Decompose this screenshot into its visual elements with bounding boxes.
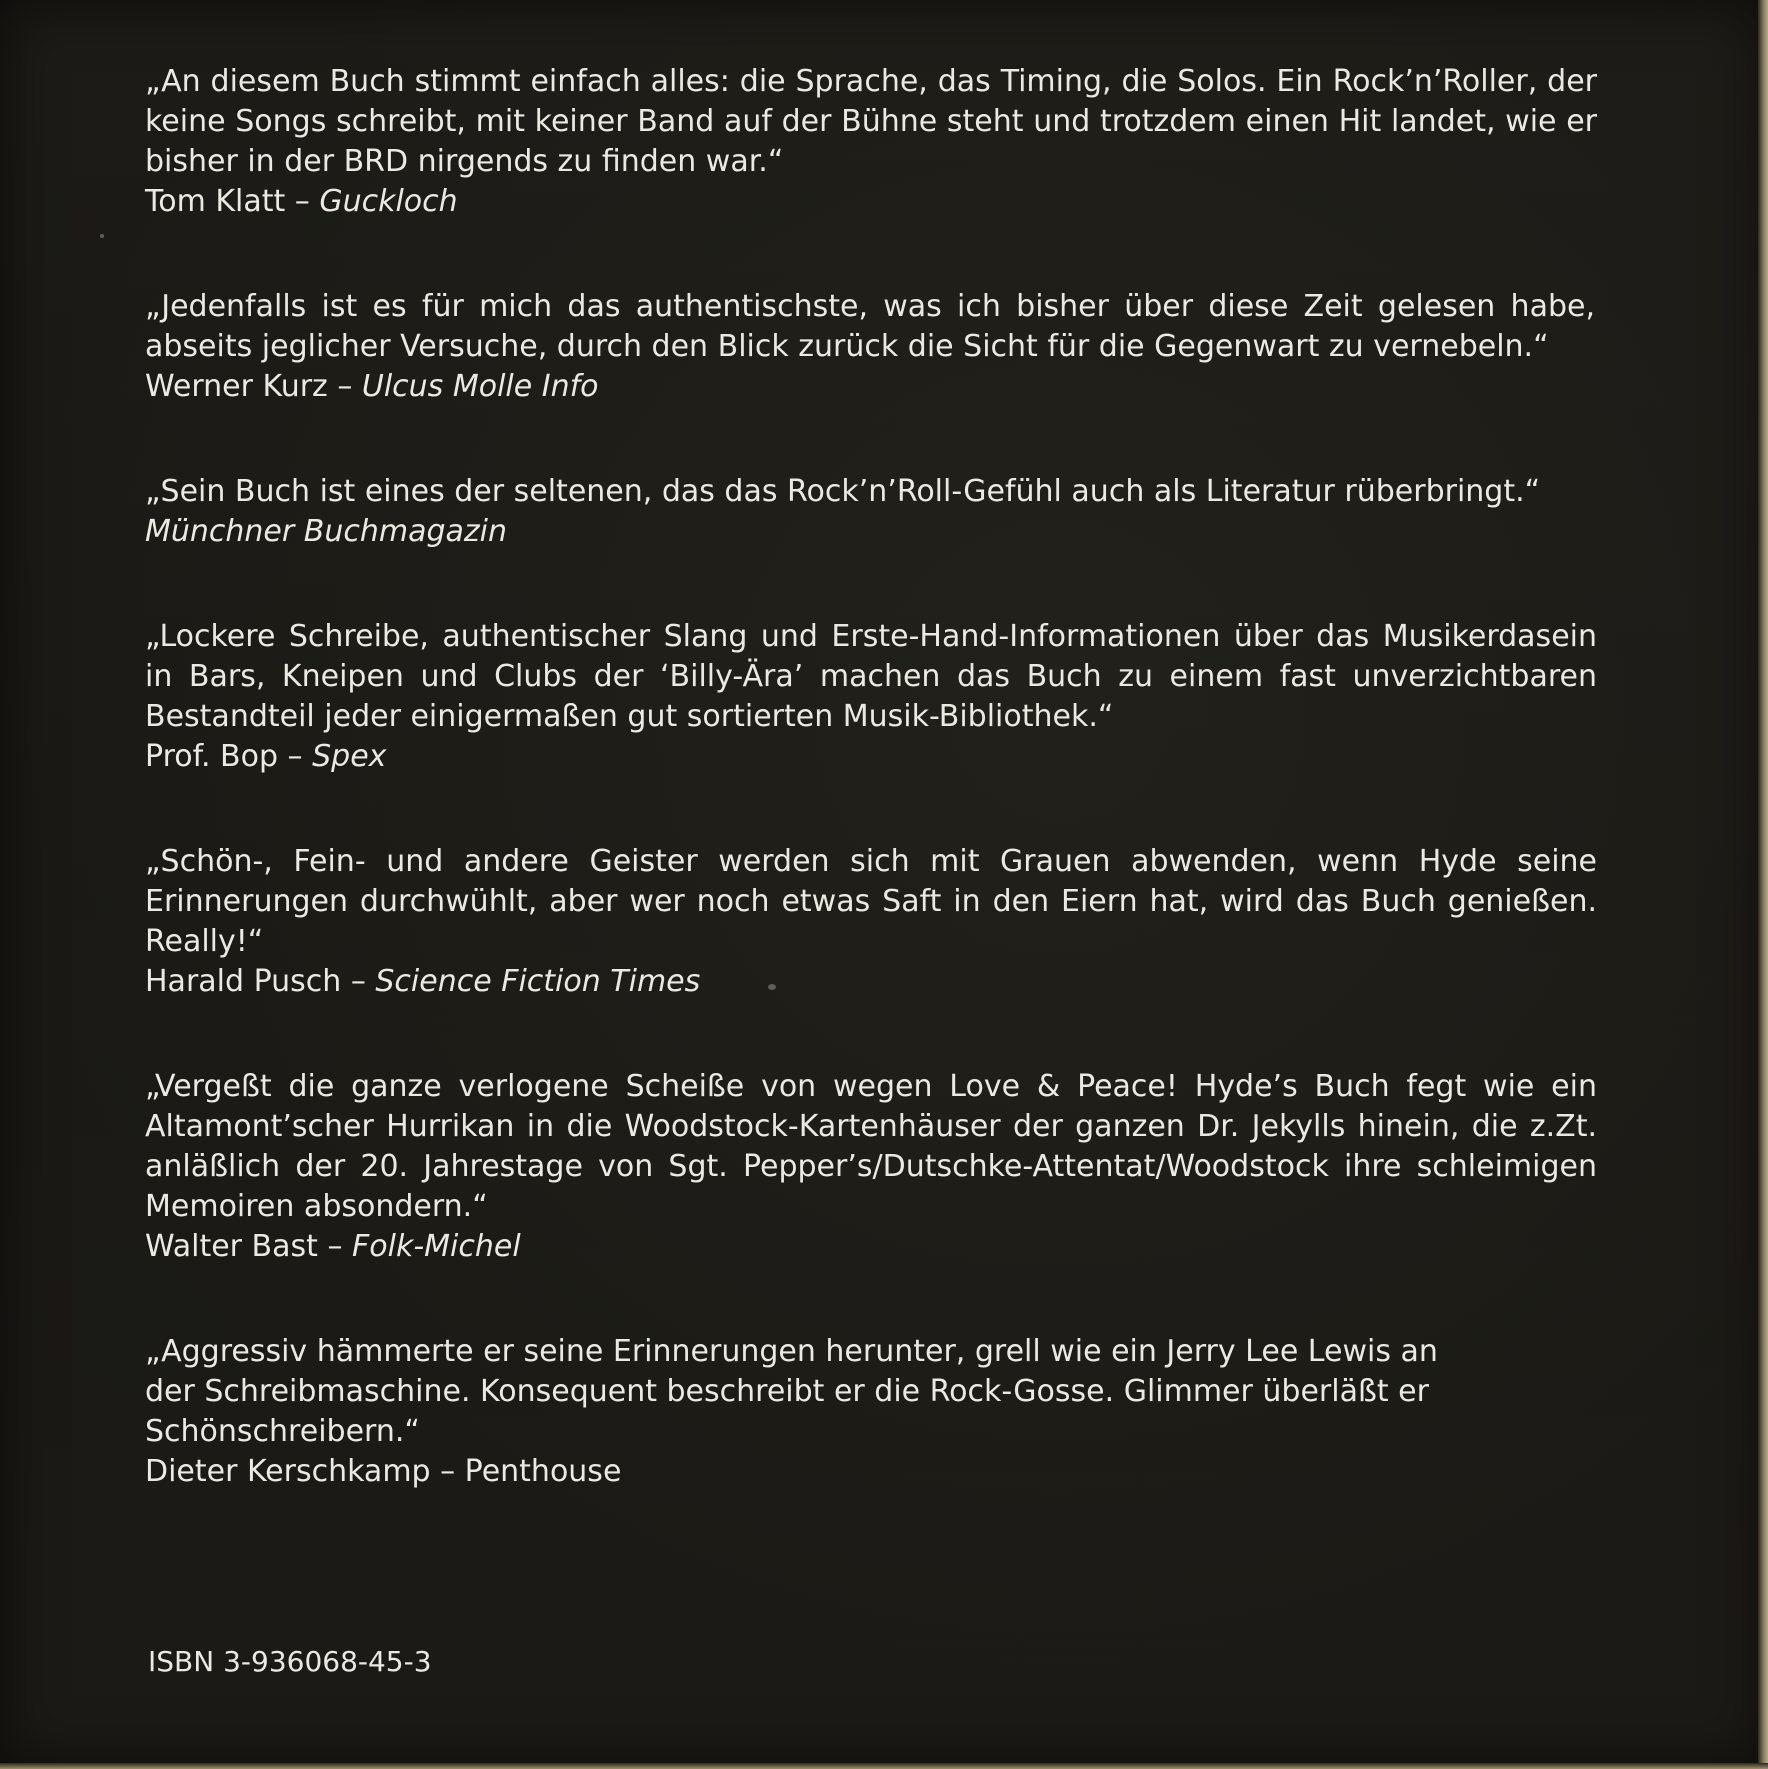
review-credit	[145, 962, 1597, 1002]
review-6	[145, 1067, 1597, 1267]
reviews-list	[145, 62, 1595, 1492]
review-quote: „Aggressiv hämmerte er seine Erinnerungen herunter, grell wie ein Jerry Lee Lewis an der Schreibmaschine. Konsequent beschreibt er die Rock-Gosse. Glimmer überläßt er Schönschreibern.“	[145, 1334, 1438, 1449]
review-2	[145, 287, 1595, 407]
review-quote: „Schön-, Fein- und andere Geister werden sich mit Grauen abwenden, wenn Hyde seine Erinnerungen durchwühlt, aber wer noch etwas Saft in den Eiern hat, wird das Buch genießen. Really!“	[145, 844, 1597, 959]
review-author: Tom Klatt –	[145, 184, 310, 219]
review-5	[145, 842, 1597, 1002]
review-quote: „Jedenfalls ist es für mich das authentischste, was ich bisher über diese Zeit gelesen habe, abseits jeglicher Versuche, durch den Blick zurück die Sicht für die Gegenwart zu vernebeln.“	[145, 289, 1595, 364]
review-source: Science Fiction Times	[375, 964, 701, 999]
page-edge-right	[1758, 0, 1768, 1769]
review-author: Prof. Bop –	[145, 739, 303, 774]
review-author: Walter Bast –	[145, 1229, 343, 1264]
review-quote: „Sein Buch ist eines der seltenen, das das Rock’n’Roll-Gefühl auch als Literatur rüberbringt.“	[145, 474, 1541, 509]
review-quote: „Vergeßt die ganze verlogene Scheiße von wegen Love & Peace! Hyde’s Buch fegt wie ein Altamont’scher Hurrikan in die Woodstock-Kartenhäuser der ganzen Dr. Jekylls hinein, die z.Zt. anläßlich der 20. Jahrestage von Sgt. Pepper’s/Dutschke-Attentat/Woodstock ihre schleimigen Memoiren absondern.“	[145, 1069, 1597, 1224]
isbn-number: ISBN 3-936068-45-3	[148, 1645, 432, 1678]
review-credit	[145, 512, 1595, 552]
review-credit	[145, 1227, 1597, 1267]
review-source: Folk-Michel	[352, 1229, 521, 1264]
review-credit	[145, 737, 1597, 777]
review-quote: „Lockere Schreibe, authentischer Slang und Erste-Hand-Informationen über das Musikerdasein in Bars, Kneipen und Clubs der ‘Billy-Ära’ machen das Buch zu einem fast unverzichtbaren Bestandteil jeder einigermaßen gut sortierten Musik-Bibliothek.“	[145, 619, 1597, 734]
review-4	[145, 617, 1597, 777]
review-credit	[145, 182, 1597, 222]
review-source: Spex	[312, 739, 387, 774]
review-3	[145, 472, 1595, 552]
dust-speck	[100, 234, 104, 238]
review-credit	[145, 367, 1595, 407]
dust-speck	[768, 984, 776, 990]
review-1	[145, 62, 1597, 222]
review-source: Ulcus Molle Info	[361, 369, 599, 404]
review-7	[145, 1332, 1485, 1492]
review-author: Dieter Kerschkamp –	[145, 1454, 456, 1489]
page-edge-bottom	[0, 1763, 1768, 1769]
review-source: Penthouse	[464, 1454, 622, 1489]
review-author: Werner Kurz –	[145, 369, 353, 404]
review-source: Guckloch	[319, 184, 458, 219]
review-quote: „An diesem Buch stimmt einfach alles: die Sprache, das Timing, die Solos. Ein Rock’n’Roller, der keine Songs schreibt, mit keiner Band auf der Bühne steht und trotzdem einen Hit landet, wie er bisher in der BRD nirgends zu finden war.“	[145, 64, 1597, 179]
review-credit	[145, 1452, 1485, 1492]
review-author: Harald Pusch –	[145, 964, 366, 999]
review-source: Münchner Buchmagazin	[145, 514, 507, 549]
